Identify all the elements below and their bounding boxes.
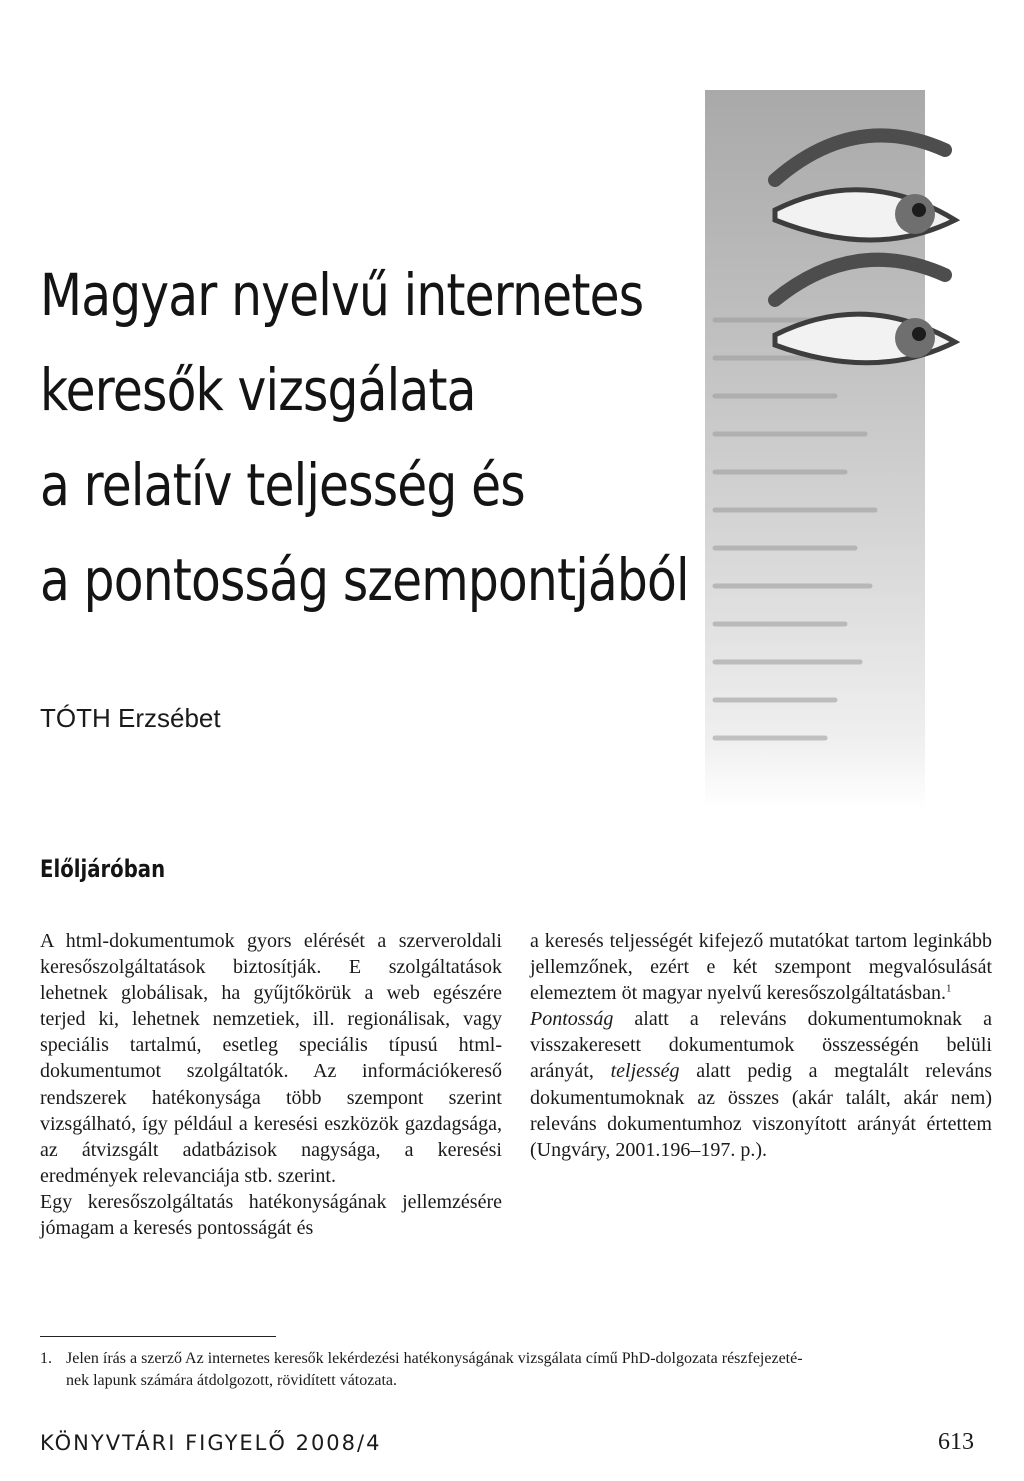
author-name: TÓTH Erzsébet <box>40 703 221 733</box>
eyes-icon <box>765 110 965 470</box>
decorative-eyes-illustration <box>705 90 965 810</box>
paragraph-efficiency: Egy keresőszolgáltatás hatékonyságának jellemzésére jómagam a keresés pontosságát és <box>40 1190 502 1240</box>
footnote-line-2: nek lapunk számára átdolgozott, rövidített vátozata. <box>66 1372 397 1389</box>
term-precision: Pontosság <box>530 1008 614 1031</box>
definition-recall: alatt pedig a megtalált releváns dokumentumoknak az összes (akár talált, akár nem) releváns dokumentumhoz viszonyított arányát értettem (Ungváry, 2001.196–197. p.). <box>530 1060 993 1161</box>
term-recall: teljesség <box>610 1060 680 1083</box>
footnote-line-1: Jelen írás a szerző Az internetes keresők lekérdezési hatékonyságának vizsgálata című PhD-dolgozata részfejezeté- <box>66 1350 803 1367</box>
definition-precision: alatt a releváns dokumentumoknak a visszakeresett dokumentumok összességén belüli arányát, <box>530 1008 992 1083</box>
paragraph-measures <box>530 928 992 1006</box>
paragraph-definitions <box>530 1006 992 1163</box>
journal-footer: KÖNYVTÁRI FIGYELŐ 2008/4 <box>40 1431 382 1455</box>
page-number: 613 <box>938 1429 974 1455</box>
title-line-2: keresők vizsgálata <box>40 356 476 424</box>
section-heading: Előljáróban <box>40 855 166 883</box>
footnote-number: 1. <box>40 1350 52 1367</box>
title-line-3: a relatív teljesség és <box>40 451 525 519</box>
footnote-divider <box>40 1336 276 1337</box>
body-column-right <box>530 928 992 1163</box>
title-line-1: Magyar nyelvű internetes <box>40 261 644 329</box>
body-column-left <box>40 928 502 1241</box>
paragraph-intro: A html-dokumentumok gyors elérését a szerveroldali keresőszolgáltatások biztosítják. E szolgáltatások lehetnek globálisak, ha gyűjtőkörük a web egészére terjed ki, lehetnek nemzetiek, ill. regionálisak, vagy speciális tartalmú, esetleg speciális típusú html-dokumentumot szolgáltatók. Az információkereső rendszerek hatékonysága több szempont szerint vizsgálható, így például a keresési eszközök gazdagsága, az átvizsgált adatbázisok nagysága, a keresési eredmények relevanciája stb. szerint. <box>40 930 502 1187</box>
article-title <box>40 248 689 628</box>
paragraph-measures-text: a keresés teljességét kifejező mutatókat tartom leginkább jellemzőnek, ezért e két szempont megvalósulását elemeztem öt magyar nyelvű keresőszolgáltatásban. <box>530 930 992 1005</box>
footnote-reference[interactable]: 1 <box>945 982 952 995</box>
title-line-4: a pontosság szempontjából <box>40 546 689 614</box>
footnote <box>40 1348 985 1392</box>
